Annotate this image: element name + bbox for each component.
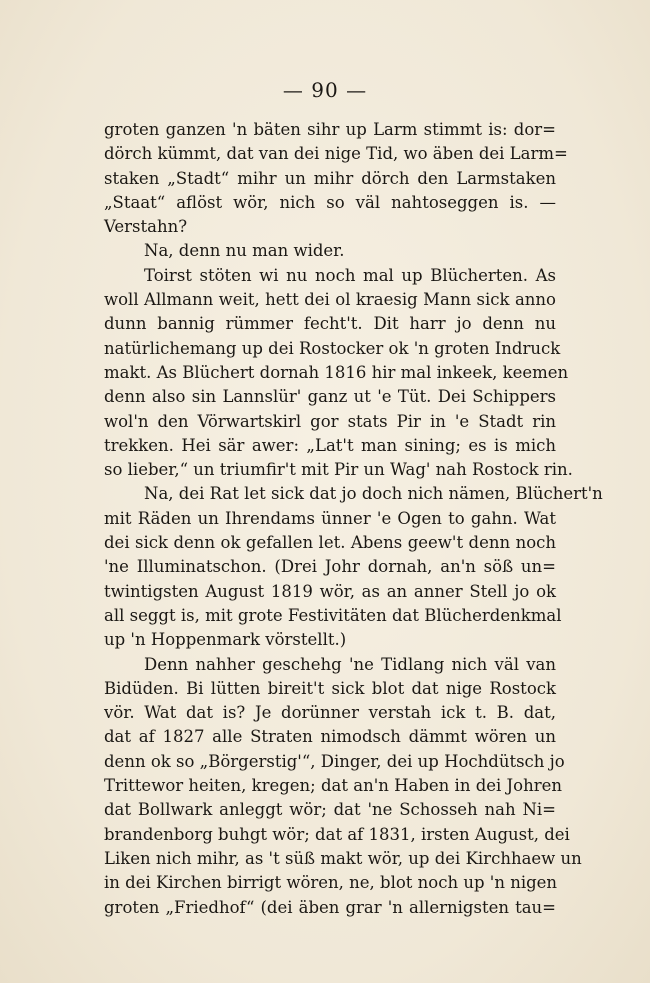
text-line: Denn nahher geschehg 'ne Tidlang nich väl van (144, 654, 556, 674)
text-line: woll Allmann weit, hett dei ol kraesig Mann sick anno (104, 290, 556, 310)
text-line: dat af 1827 alle Straten nimodsch dämmt wören un (104, 727, 556, 747)
text-line: trekken. Hei sär awer: „Lat't man sining; es is mich (104, 435, 556, 455)
text-line: Na, dei Rat let sick dat jo doch nich nämen, Blüchert'n (144, 484, 603, 504)
text-line: dat Bollwark anleggt wör; dat 'ne Schosseh nah Ni= (104, 800, 556, 820)
text-line: groten ganzen 'n bäten sihr up Larm stimmt is: dor= (104, 120, 556, 139)
body-text (104, 118, 603, 920)
text-line: so lieber,“ un triumfir't mit Pir un Wag' nah Rostock rin. (104, 460, 573, 480)
text-line: „Staat“ aflöst wör, nich so väl nahtoseggen is. — (104, 192, 556, 212)
text-line: up 'n Hoppenmark vörstellt.) (104, 630, 347, 650)
text-line: Trittewor heiten, kregen; dat an'n Haben in dei Johren (104, 776, 562, 796)
text-line: groten „Friedhof“ (dei äben grar 'n allernigsten tau= (104, 897, 556, 917)
text-line: all seggt is, mit grote Festivitäten dat Blücherdenkmal (104, 605, 562, 625)
text-line: mit Räden un Ihrendams ünner 'e Ogen to gahn. Wat (104, 508, 556, 528)
text-line: Bidüden. Bi lütten bireit't sick blot dat nige Rostock (104, 678, 556, 698)
text-line: denn ok so „Börgerstig'“, Dinger, dei up Hochdütsch jo (104, 751, 565, 771)
text-line: in dei Kirchen birrigt wören, ne, blot noch up 'n nigen (104, 873, 558, 893)
text-line: dunn bannig rümmer fecht't. Dit harr jo denn nu (104, 314, 556, 334)
text-line: vör. Wat dat is? Je dorünner verstah ick t. B. dat, (104, 703, 556, 723)
text-line: Na, denn nu man wider. (144, 241, 345, 261)
text-line: Verstahn? (104, 217, 188, 237)
text-line: makt. As Blüchert dornah 1816 hir mal inkeek, keemen (104, 362, 569, 382)
text-line: wol'n den Vörwartskirl gor stats Pir in 'e Stadt rin (104, 411, 556, 431)
text-line: denn also sin Lannslür' ganz ut 'e Tüt. Dei Schippers (104, 387, 556, 407)
text-line: dörch kümmt, dat van dei nige Tid, wo äben dei Larm= (104, 144, 568, 164)
page-number: — 90 — (282, 78, 368, 102)
text-line: brandenborg buhgt wör; dat af 1831, irsten August, dei (104, 824, 570, 844)
text-line: dei sick denn ok gefallen let. Abens geew't denn noch (104, 533, 556, 553)
text-line: Toirst stöten wi nu noch mal up Blücherten. As (144, 265, 556, 285)
text-line: natürlichemang up dei Rostocker ok 'n groten Indruck (104, 338, 561, 358)
text-line: Liken nich mihr, as 't süß makt wör, up dei Kirchhaew un (104, 848, 582, 868)
text-line: staken „Stadt“ mihr un mihr dörch den Larmstaken (104, 168, 556, 188)
text-line: twintigsten August 1819 wör, as an anner Stell jo ok (104, 581, 556, 601)
text-line: 'ne Illuminatschon. (Drei Johr dornah, an'n söß un= (104, 557, 556, 577)
